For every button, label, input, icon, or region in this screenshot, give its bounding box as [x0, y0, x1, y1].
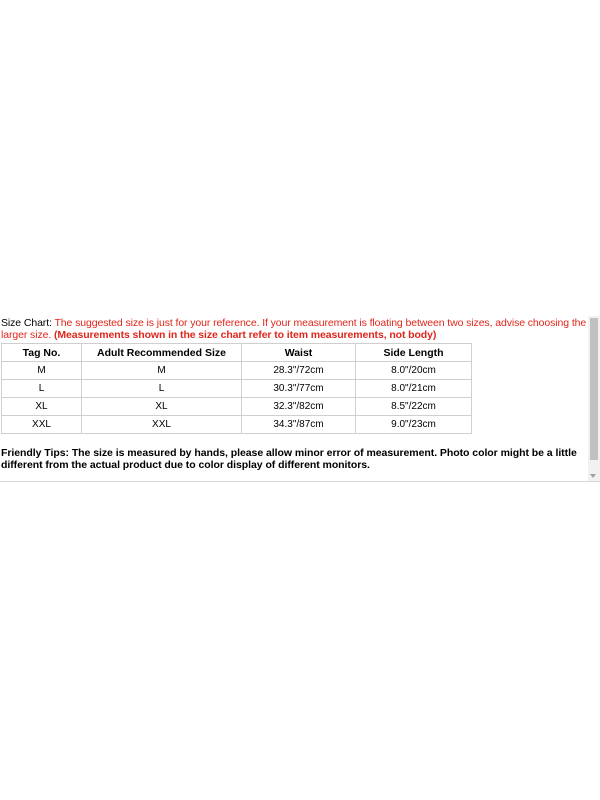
- cell-waist: 30.3"/77cm: [242, 380, 356, 398]
- cell-waist: 32.3"/82cm: [242, 398, 356, 416]
- table-row: [2, 416, 472, 434]
- table-row: [2, 362, 472, 380]
- cell-adult-size: L: [82, 380, 242, 398]
- scrollbar-thumb[interactable]: [590, 318, 598, 460]
- cell-waist: 34.3"/87cm: [242, 416, 356, 434]
- header-waist: Waist: [242, 344, 356, 362]
- header-tag-no: Tag No.: [2, 344, 82, 362]
- header-side-length: Side Length: [356, 344, 472, 362]
- friendly-tips: Friendly Tips: The size is measured by hands, please allow minor error of measurement. Photo color might be a little different from the actual product due to color display of different monitors.: [1, 447, 577, 471]
- table-header-row: [2, 344, 472, 362]
- cell-side-length: 8.0"/21cm: [356, 380, 472, 398]
- cell-tag: M: [2, 362, 82, 380]
- size-chart-panel: [0, 316, 600, 482]
- table-row: [2, 380, 472, 398]
- cell-side-length: 9.0"/23cm: [356, 416, 472, 434]
- cell-tag: XXL: [2, 416, 82, 434]
- cell-waist: 28.3"/72cm: [242, 362, 356, 380]
- size-table: [1, 343, 472, 434]
- size-chart-label: Size Chart:: [1, 317, 52, 329]
- cell-tag: L: [2, 380, 82, 398]
- scroll-down-arrow-icon[interactable]: [590, 474, 596, 478]
- cell-adult-size: XL: [82, 398, 242, 416]
- table-row: [2, 398, 472, 416]
- size-chart-content: [1, 318, 587, 471]
- size-chart-intro: [1, 318, 587, 341]
- size-chart-note-bold: (Measurements shown in the size chart refer to item measurements, not body): [53, 328, 437, 341]
- cell-side-length: 8.5"/22cm: [356, 398, 472, 416]
- cell-adult-size: XXL: [82, 416, 242, 434]
- vertical-scrollbar[interactable]: [588, 316, 600, 482]
- cell-side-length: 8.0"/20cm: [356, 362, 472, 380]
- size-chart-note: The suggested size is just for your reference. If your measurement is floating between two sizes, advise choosing the larger size.: [1, 317, 587, 341]
- cell-adult-size: M: [82, 362, 242, 380]
- cell-tag: XL: [2, 398, 82, 416]
- header-adult-size: Adult Recommended Size: [82, 344, 242, 362]
